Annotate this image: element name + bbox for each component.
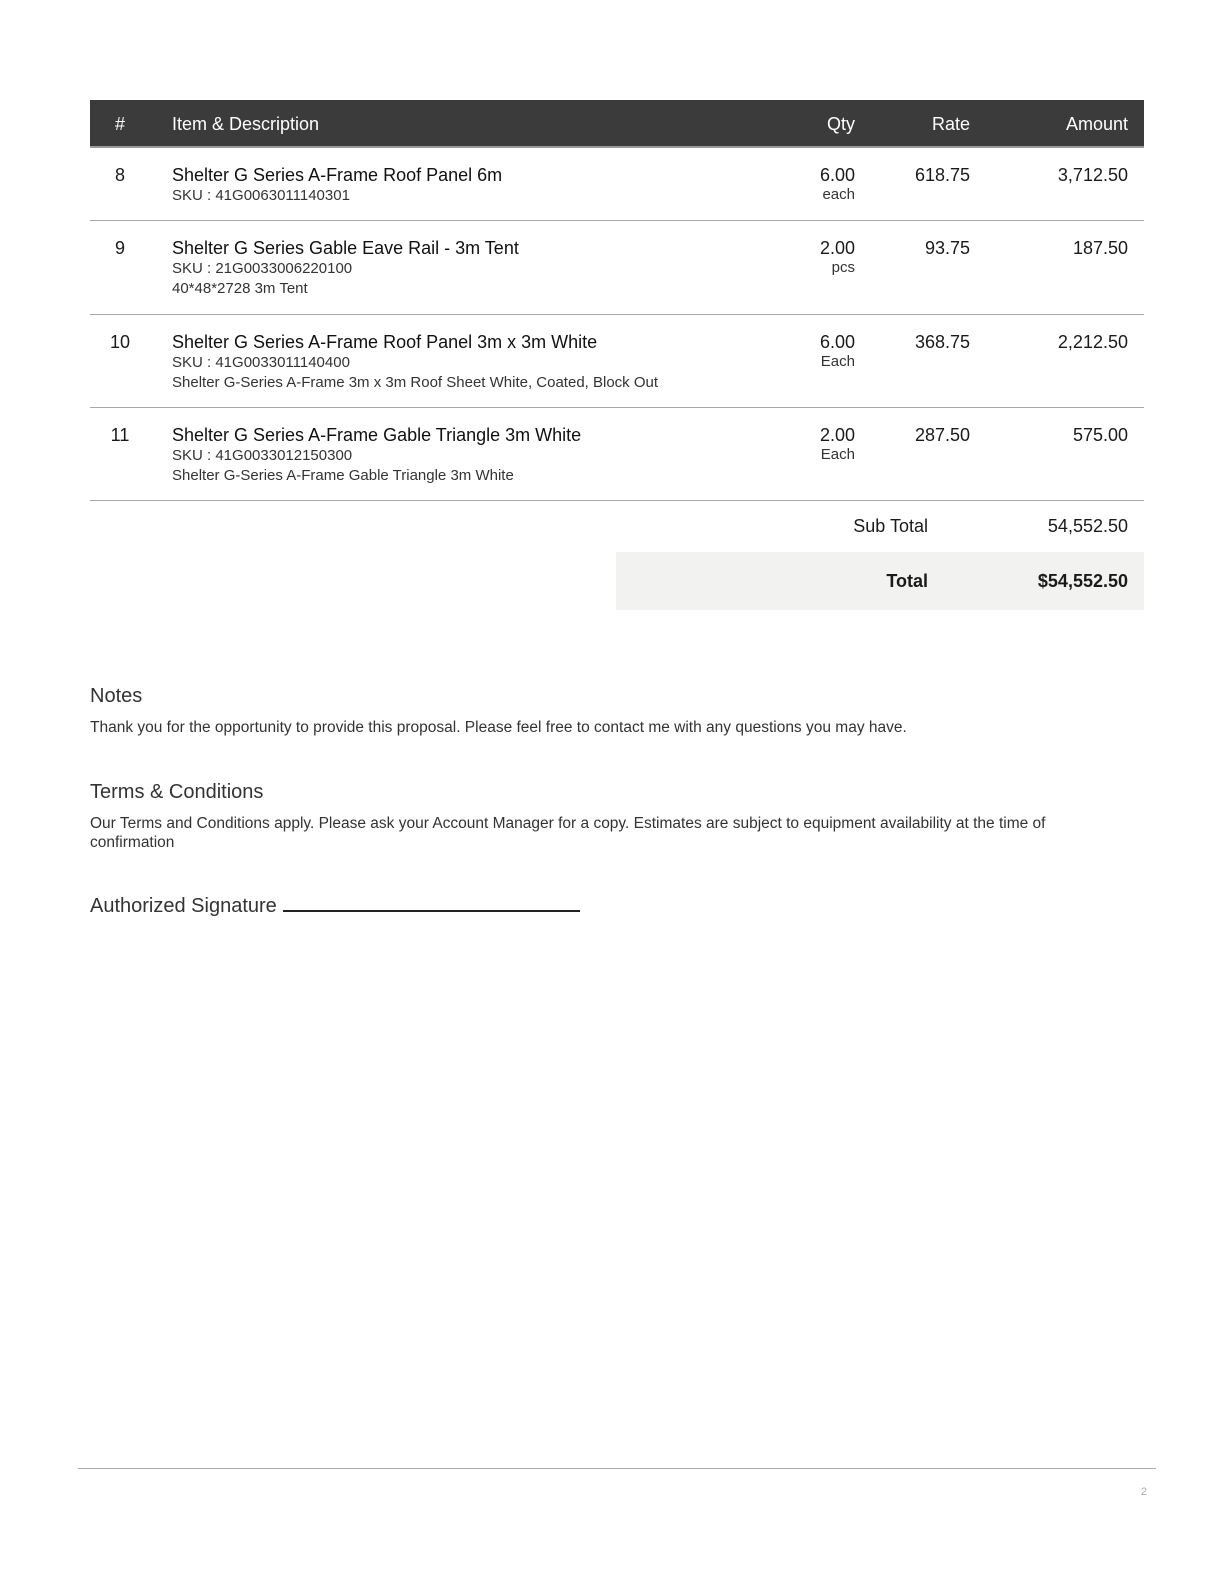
table-row [90, 315, 1144, 408]
table-row [90, 148, 1144, 221]
row-rate: 287.50 [914, 425, 970, 445]
row-description [172, 164, 792, 206]
table-row [90, 221, 1144, 315]
row-qty [820, 424, 855, 464]
item-name: Shelter G Series A-Frame Roof Panel 6m [172, 165, 503, 185]
items-table [90, 100, 1144, 501]
row-amount: 187.50 [1072, 238, 1128, 258]
row-qty [820, 237, 855, 277]
row-amount: 575.00 [1072, 425, 1128, 445]
item-name: Shelter G Series Gable Eave Rail - 3m Tent [172, 238, 519, 258]
row-number: 11 [110, 425, 130, 445]
table-row [90, 408, 1144, 501]
row-rate: 368.75 [914, 332, 970, 352]
total-value: $54,552.50 [1037, 571, 1128, 591]
row-qty [820, 164, 855, 204]
qty-unit: Each [820, 353, 855, 370]
qty-value: 6.00 [819, 332, 855, 352]
item-extra-description: Shelter G-Series A-Frame 3m x 3m Roof Sheet White, Coated, Block Out [172, 374, 659, 391]
item-sku: SKU : 41G0033012150300 [172, 447, 353, 464]
row-description [172, 424, 792, 486]
item-sku: SKU : 41G0033011140400 [172, 354, 350, 371]
row-number: 9 [114, 238, 125, 258]
item-name: Shelter G Series A-Frame Roof Panel 3m x 3m White [172, 332, 598, 352]
row-number: 8 [114, 165, 125, 185]
total-row [616, 552, 1144, 610]
terms-body: Our Terms and Conditions apply. Please ask your Account Manager for a copy. Estimates are subject to equipment availability at the time of confirmation [90, 815, 1046, 851]
row-rate: 93.75 [924, 238, 970, 258]
header-rate: Rate [931, 114, 970, 134]
qty-unit: Each [820, 446, 855, 463]
table-header [90, 100, 1144, 148]
notes-body: Thank you for the opportunity to provide this proposal. Please feel free to contact me with any questions you may have. [90, 719, 907, 736]
header-item-description: Item & Description [172, 114, 320, 134]
signature-line [283, 910, 580, 912]
item-extra-description: 40*48*2728 3m Tent [172, 280, 308, 297]
item-name: Shelter G Series A-Frame Gable Triangle 3m White [172, 425, 582, 445]
row-description [172, 331, 792, 393]
total-label: Total [886, 571, 928, 591]
page-number: 2 [1140, 1486, 1147, 1498]
notes-title: Notes [90, 685, 143, 707]
header-number: # [114, 114, 125, 134]
qty-value: 2.00 [819, 425, 855, 445]
qty-value: 6.00 [819, 165, 855, 185]
subtotal-row [616, 512, 1144, 542]
row-rate: 618.75 [914, 165, 970, 185]
item-sku: SKU : 41G0063011140301 [172, 187, 350, 204]
footer-divider [78, 1468, 1156, 1469]
qty-unit: pcs [831, 259, 855, 276]
row-amount: 3,712.50 [1057, 165, 1128, 185]
row-qty [820, 331, 855, 371]
item-sku: SKU : 21G0033006220100 [172, 260, 353, 277]
item-extra-description: Shelter G-Series A-Frame Gable Triangle 3m White [172, 467, 514, 484]
qty-unit: each [822, 186, 855, 203]
subtotal-label: Sub Total [853, 516, 928, 536]
row-number: 10 [109, 332, 131, 352]
subtotal-value: 54,552.50 [1047, 516, 1128, 536]
header-qty: Qty [826, 114, 855, 134]
row-description [172, 237, 792, 299]
signature-label: Authorized Signature [90, 895, 277, 917]
header-amount: Amount [1065, 114, 1128, 134]
qty-value: 2.00 [819, 238, 855, 258]
terms-title: Terms & Conditions [90, 781, 264, 803]
row-amount: 2,212.50 [1057, 332, 1128, 352]
